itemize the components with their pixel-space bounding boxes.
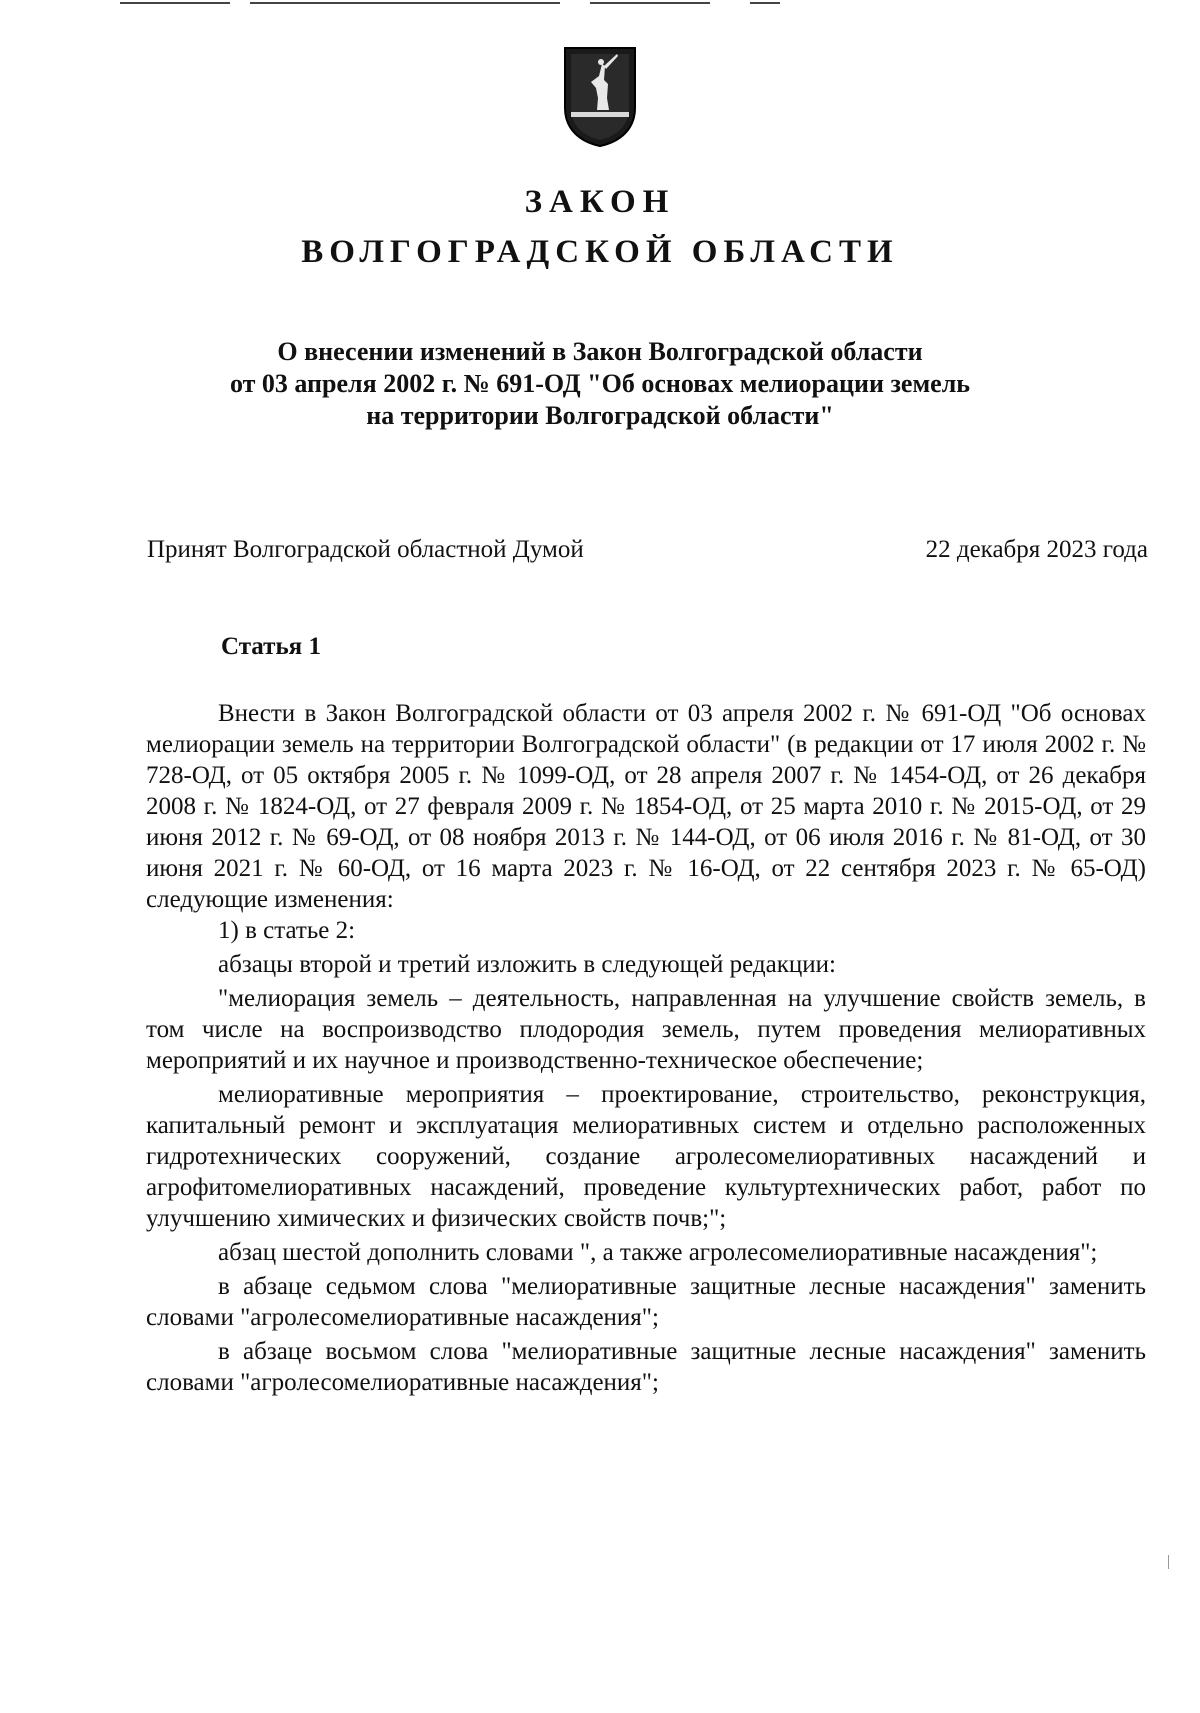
subject-line: на территории Волгоградской области" [366, 401, 834, 430]
article-paragraph: Внести в Закон Волгоградской области от 03 апреля 2002 г. № 691-ОД "Об основах мелиорации земель на территории Волгоградской области" (в редакции от 17 июля 2002 г. № 728-ОД, от 05 октября 2005 г. № 1099-ОД, от 28 апреля 2007 г. № 1454-ОД, от 26 декабря 2008 г. № 1824-ОД, от 27 февраля 2009 г. № 1854-ОД, от 25 марта 2010 г. № 2015-ОД, от 29 июня 2012 г. № 69-ОД, от 08 ноября 2013 г. № 144-ОД, от 06 июля 2016 г. № 81-ОД, от 30 июня 2021 г. № 60-ОД, от 16 марта 2023 г. № 16-ОД, от 22 сентября 2023 г. № 65-ОД) следующие изменения: [146, 700, 1146, 913]
scan-edge-line [750, 2, 780, 4]
volgograd-coat-of-arms-icon [561, 46, 639, 148]
article-paragraph: 1) в статье 2: [218, 917, 356, 944]
subject-line: О внесении изменений в Закон Волгоградской области [277, 337, 923, 366]
law-title: ЗАКОН [524, 184, 676, 220]
article-paragraph: "мелиорация земель – деятельность, направленная на улучшение свойств земель, в том числе на воспроизводство плодородия земель, путем проведения мелиоративных мероприятий и их научное и производственно-техническое обеспечение; [146, 985, 1146, 1074]
law-region-title: ВОЛГОГРАДСКОЙ ОБЛАСТИ [301, 234, 899, 270]
scan-edge-line [250, 2, 560, 4]
scan-edge-line [120, 2, 230, 4]
article-paragraph: в абзаце седьмом слова "мелиоративные защитные лесные насаждения" заменить словами "агролесомелиоративные насаждения"; [146, 1273, 1146, 1331]
article-paragraph: в абзаце восьмом слова "мелиоративные защитные лесные насаждения" заменить словами "агролесомелиоративные насаждения"; [146, 1338, 1146, 1396]
article-paragraph: мелиоративные мероприятия – проектирование, строительство, реконструкция, капитальный ремонт и эксплуатация мелиоративных систем и отдельно расположенных гидротехнических сооружений, создание агролесомелиоративных насаждений и агрофитомелиоративных насаждений, проведение культуртехнических работ, работ по улучшению химических и физических свойств почв;"; [146, 1081, 1146, 1232]
adoption-date: 22 декабря 2023 года [925, 536, 1148, 563]
adopted-by: Принят Волгоградской областной Думой [147, 536, 584, 563]
scan-edge-line [590, 2, 710, 4]
article-paragraph: абзацы второй и третий изложить в следующей редакции: [218, 951, 836, 978]
subject-line: от 03 апреля 2002 г. № 691-ОД "Об основах мелиорации земель [229, 369, 971, 398]
law-subject [150, 336, 1050, 432]
article-heading: Статья 1 [221, 633, 321, 660]
article-paragraph: абзац шестой дополнить словами ", а также агролесомелиоративные насаждения"; [218, 1239, 1098, 1266]
scan-margin-mark [1168, 1555, 1169, 1569]
article-body [146, 698, 1146, 1398]
